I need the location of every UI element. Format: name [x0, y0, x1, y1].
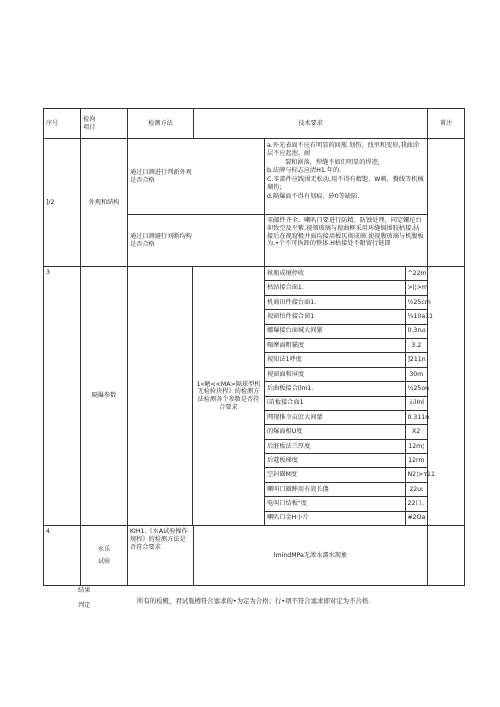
table-row — [44, 526, 465, 586]
param-value: ¼25on — [405, 382, 427, 396]
row4-remark — [428, 526, 465, 586]
param-row — [265, 281, 427, 295]
req-a-line: a.外光表面不应有明显的回瓶.划伤、找里和变形,我曲涂层不应起泡、耐 — [267, 142, 420, 157]
param-row — [265, 410, 427, 424]
row4-seq: 4 — [44, 526, 81, 586]
param-name: 喇叭口金H小片 — [265, 511, 405, 525]
param-value: ¼10a11 — [405, 310, 427, 324]
result-label: 结果 判定 — [78, 587, 91, 610]
param-name: 电叫口结板"度 — [265, 497, 405, 511]
param-name: 网现推令亩庶大间蒙 — [265, 410, 405, 424]
param-name: 视窗面和屏度 — [265, 367, 405, 381]
param-name: 后曲板接合ilm1. — [265, 382, 405, 396]
row3-method: 1«陋<<MA>隔球型机无检验块程》的检测方法检测各个参数是否符合要求 — [196, 380, 261, 411]
params-body — [265, 267, 435, 525]
table-row — [44, 267, 465, 526]
param-value: 30m — [405, 367, 427, 381]
req-a-line: b.法牌与标志应清H1.年的. — [267, 167, 342, 175]
param-value: 0.311n — [405, 410, 427, 424]
param-row — [265, 382, 427, 396]
param-row — [265, 454, 427, 468]
row3-left-blank — [128, 267, 193, 525]
row4-item — [81, 526, 128, 586]
req-a-line: d.隔爆面不得有划痕、矽0等缺陷. — [267, 192, 360, 200]
param-row — [265, 439, 427, 453]
param-row — [265, 497, 427, 511]
result-text: 所有的检殿，君试胤樽符合塞求的•为定为合格；行•项不符合塞求即对定为不合格. — [137, 597, 371, 605]
param-name: 喇叫口圈眸用有效长僵 — [265, 482, 405, 496]
header-seq: 序号 — [44, 109, 81, 139]
param-value: X2 — [405, 425, 427, 439]
param-value: >|¦>m — [405, 281, 427, 295]
param-name: i苗板接合面1 — [265, 396, 405, 410]
row1-method-a: 通过目测进行判新外观是否合格 — [128, 139, 265, 215]
header-item-line2: 项目 — [83, 123, 96, 131]
row3-remark — [428, 267, 465, 526]
row3-method-cell — [128, 267, 265, 526]
param-value: 22uι — [405, 482, 427, 496]
row4-item-line2: 试验 — [97, 557, 111, 565]
row1-requirement-b: 零邮件齐全，喇叭门要进行防精、防蚀处理，同定螺坨台卯致空及平紫,视领玻璃与视曲框采用环缝焖围胶枯接.拈接后在视窟极并面均接用板仄彻成璃.使视腹玻璃与机腹板为,•个不可拆卸的整体.H枯接处不限留行链即 — [265, 215, 428, 267]
row1-requirement-a — [265, 139, 428, 215]
param-name: 枯站接合面1. — [265, 281, 405, 295]
param-value: 12m¦ — [405, 439, 427, 453]
param-value: 3.2 — [405, 338, 427, 352]
param-row — [265, 482, 427, 496]
req-a-line: C.零部件应践围无松动,用不得有精饱、W刺、餐线等机械瑚伤; — [267, 176, 424, 191]
req-a-line: 裂和剧落，焊缝不如们明显的焊迹， — [285, 158, 384, 166]
row4-item-line1: 水乐 — [97, 545, 111, 553]
param-row — [265, 267, 427, 281]
param-name: 后蔻板梯度 — [265, 454, 405, 468]
param-value: ^22m — [405, 267, 427, 281]
param-name: 后脏板法兰厚度 — [265, 439, 405, 453]
row3-params-cell — [265, 267, 435, 526]
param-value: ½25cm — [405, 295, 427, 309]
row1-method-b: 通过目测避行刘断均构是否合格 — [128, 215, 265, 267]
param-name: 空封圈M度 — [265, 468, 405, 482]
params-table — [265, 267, 435, 525]
header-item-line1: 检洵 — [83, 115, 96, 123]
param-name: 视知法1呼度 — [265, 353, 405, 367]
param-row — [265, 324, 427, 338]
param-value: #2Oa — [405, 511, 427, 525]
row1-seq: ]/2 — [44, 139, 81, 267]
param-row — [265, 396, 427, 410]
param-row — [265, 468, 427, 482]
param-row — [265, 338, 427, 352]
param-name: 的爆面相U度 — [265, 425, 405, 439]
row4-method: KIH1.《水A试验操作规程》的检测方法是否符合要求 — [128, 526, 194, 586]
param-row — [265, 310, 427, 324]
param-value: 22口。 — [405, 497, 427, 511]
header-remark: 甫注 — [428, 109, 465, 139]
param-name: 秫瓶成境停收 — [265, 267, 405, 281]
row1-remark — [428, 139, 465, 267]
param-value: ]211n — [405, 353, 427, 367]
param-row — [265, 511, 427, 525]
inspection-table — [43, 108, 465, 586]
row4-requirement: lmindMPa无渗水濡水现象 — [194, 526, 428, 586]
table-row — [44, 139, 465, 215]
param-row — [265, 295, 427, 309]
param-name: 喝摩面粗猫度 — [265, 338, 405, 352]
row1-item: 外观和結构 — [81, 139, 128, 267]
row3-seq: 3 — [44, 267, 81, 526]
param-value: 云lInl — [405, 396, 427, 410]
header-requirement: 技术要求 — [194, 109, 428, 139]
param-name: 娜爆接台面城大间緊 — [265, 324, 405, 338]
header-item — [81, 109, 128, 139]
param-value: 12rm — [405, 454, 427, 468]
param-row — [265, 425, 427, 439]
param-value: N2¦>τ11 — [405, 468, 427, 482]
param-row — [265, 353, 427, 367]
param-name: 机商田件接台面1. — [265, 295, 405, 309]
param-value: 0.3ruι — [405, 324, 427, 338]
row3-item: 隔爆参数 — [81, 267, 128, 526]
param-row — [265, 367, 427, 381]
param-name: 视窗怕件接合窗1 — [265, 310, 405, 324]
header-method: 检测方法 — [128, 109, 194, 139]
table-header-row — [44, 109, 465, 139]
